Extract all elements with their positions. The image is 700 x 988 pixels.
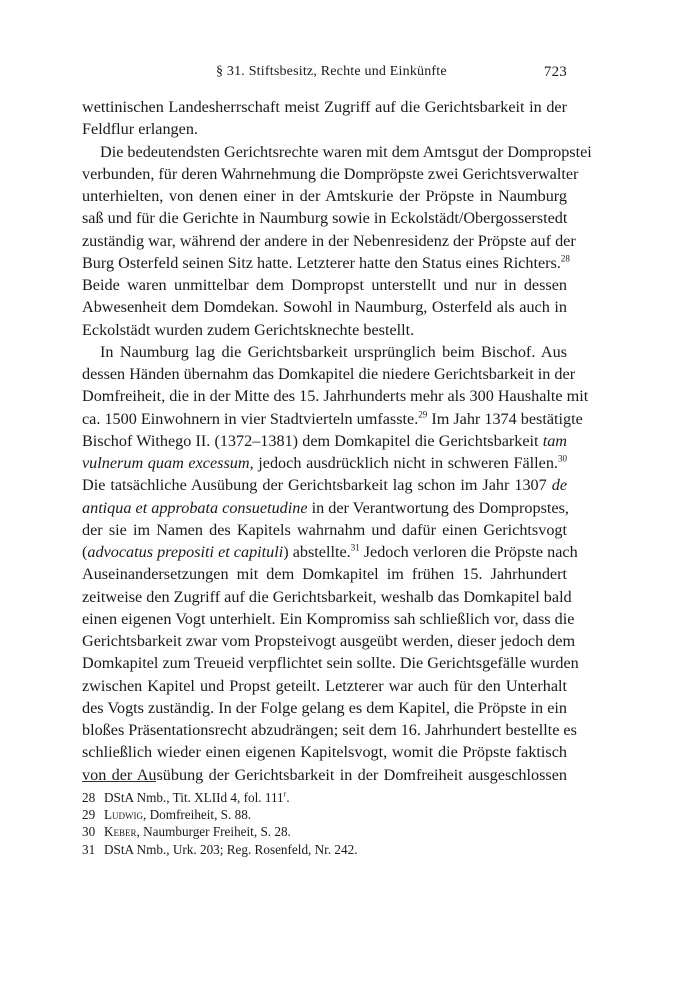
line-text: Burg Osterfeld seinen Sitz hatte. Letzterer hatte den Status eines Richters. (82, 253, 561, 272)
text-line: einen eigenen Vogt unterhielt. Ein Kompromiss sah schließlich vor, dass die (82, 609, 575, 628)
text-line: des Vogts zuständig. In der Folge gelang es dem Kapitel, die Pröpste in ein (82, 698, 567, 717)
line-text: ( (82, 543, 88, 561)
text-line (82, 252, 570, 274)
line-text: Bischof Withego II. (1372–1381) dem Domkapitel die Gerichtsbarkeit (82, 431, 543, 450)
text-line: Eckolstädt wurden zudem Gerichtsknechte bestellt. (82, 320, 415, 339)
latin-phrase: de (551, 476, 567, 495)
text-line (82, 541, 578, 563)
latin-phrase: advocatus prepositi et capituli (87, 543, 284, 561)
text-line: von der Ausübung der Gerichtsbarkeit in der Domfreiheit ausgeschlossen (82, 765, 567, 784)
page-number: 723 (543, 64, 567, 80)
main-text (82, 96, 592, 786)
text-line: unterhielten, von denen einer in der Amtskurie der Pröpste in Naumburg (82, 187, 567, 205)
text-line (82, 474, 567, 496)
text-line: Gerichtsbarkeit zwar vom Propsteivogt ausgeübt werden, dieser jedoch dem (82, 632, 576, 650)
footnote-text: DStA Nmb., Tit. XLIId 4, fol. 111 (104, 790, 284, 805)
running-header (82, 64, 567, 84)
text-line (82, 452, 567, 474)
footnote-ref: 29 (418, 409, 428, 420)
footnote-number: 30 (82, 824, 96, 840)
text-line: Domkapitel zum Treueid verpflichtet sein sollte. Die Gerichtsgefälle wurden (82, 654, 579, 673)
text-line: Auseinandersetzungen mit dem Domkapitel im frühen 15. Jahrhundert (82, 565, 567, 584)
text-line (82, 497, 567, 519)
text-line: dessen Händen übernahm das Domkapitel die niedere Gerichtsbarkeit in der (82, 365, 576, 383)
text-line: schließlich wieder einen eigenen Kapitelsvogt, womit die Pröpste faktisch (82, 743, 567, 762)
text-line: Domfreiheit, die in der Mitte des 15. Jahrhunderts mehr als 300 Haushalte mit (82, 387, 589, 406)
footnote-ref: 31 (350, 542, 360, 553)
text-line: wettinischen Landesherrschaft meist Zugriff auf die Gerichtsbarkeit in der (82, 98, 567, 116)
footnote (82, 823, 567, 840)
text-line: Feldflur erlangen. (82, 120, 198, 139)
text-line: verbunden, für deren Wahrnehmung die Dompröpste zwei Gerichtsverwalter (82, 164, 579, 183)
author-name: Ludwig (104, 807, 144, 823)
paragraph-start-line: Die bedeutendsten Gerichtsrechte waren mit dem Amtsgut der Dompropstei (100, 142, 592, 161)
text-line (82, 430, 567, 452)
text-line: bloßes Präsentationsrecht abzudrängen; seit dem 16. Jahrhundert bestellte es (82, 721, 577, 739)
text-line: zwischen Kapitel und Propst geteilt. Letzterer war auch für den Unterhalt (82, 676, 567, 695)
footnote (82, 789, 567, 806)
text-line (82, 408, 583, 430)
footnote-number: 31 (82, 841, 96, 857)
footnote-number: 29 (82, 807, 96, 823)
footnote-superscript: r (283, 789, 287, 799)
text-line: Abwesenheit dem Domdekan. Sowohl in Naumburg, Osterfeld als auch in (82, 298, 567, 317)
latin-phrase: tam (542, 431, 567, 450)
line-text: , jedoch ausdrücklich nicht in schweren Fällen. (249, 454, 559, 472)
line-text: Die tatsächliche Ausübung der Gerichtsbarkeit lag schon im Jahr 1307 (82, 476, 552, 495)
author-name: Keber (104, 824, 137, 840)
latin-phrase: vulnerum quam excessum (82, 454, 250, 472)
latin-phrase: antiqua et approbata consuetudine (82, 498, 308, 517)
line-text: Im Jahr 1374 bestätigte (427, 409, 583, 428)
line-text: ) abstellte. (283, 543, 351, 561)
line-text: in der Verantwortung des Dompropstes, (307, 498, 569, 517)
footnote (82, 806, 567, 823)
line-text: Jedoch verloren die Pröpste nach (359, 543, 578, 561)
running-title: § 31. Stiftsbesitz, Rechte und Einkünfte (216, 64, 447, 79)
text-line: saß und für die Gerichte in Naumburg sowie in Eckolstädt/Obergosserstedt (82, 209, 568, 228)
footnote-text-end: . (286, 790, 290, 805)
footnote-divider (82, 781, 156, 782)
text-line: zeitweise den Zugriff auf die Gerichtsbarkeit, weshalb das Domkapitel bald (82, 587, 572, 606)
text-line: der sie im Namen des Kapitels wahrnahm und dafür einen Gerichtsvogt (82, 520, 567, 539)
paragraph-start-line: In Naumburg lag die Gerichtsbarkeit ursprünglich beim Bischof. Aus (100, 342, 567, 361)
footnote-text: , Domfreiheit, S. 88. (143, 807, 252, 823)
text-line: Beide waren unmittelbar dem Dompropst unterstellt und nur in dessen (82, 276, 567, 294)
footnote (82, 841, 567, 858)
footnotes (82, 789, 567, 858)
footnote-ref: 28 (560, 253, 570, 264)
footnote-text: , Naumburger Freiheit, S. 28. (136, 824, 291, 840)
footnote-ref: 30 (558, 453, 568, 464)
line-text: ca. 1500 Einwohnern in vier Stadtvierteln umfasste. (82, 409, 419, 428)
text-line: zuständig war, während der andere in der Nebenresidenz der Pröpste auf der (82, 231, 576, 250)
footnote-text: DStA Nmb., Urk. 203; Reg. Rosenfeld, Nr. 242. (104, 841, 358, 857)
footnote-number: 28 (82, 790, 96, 805)
